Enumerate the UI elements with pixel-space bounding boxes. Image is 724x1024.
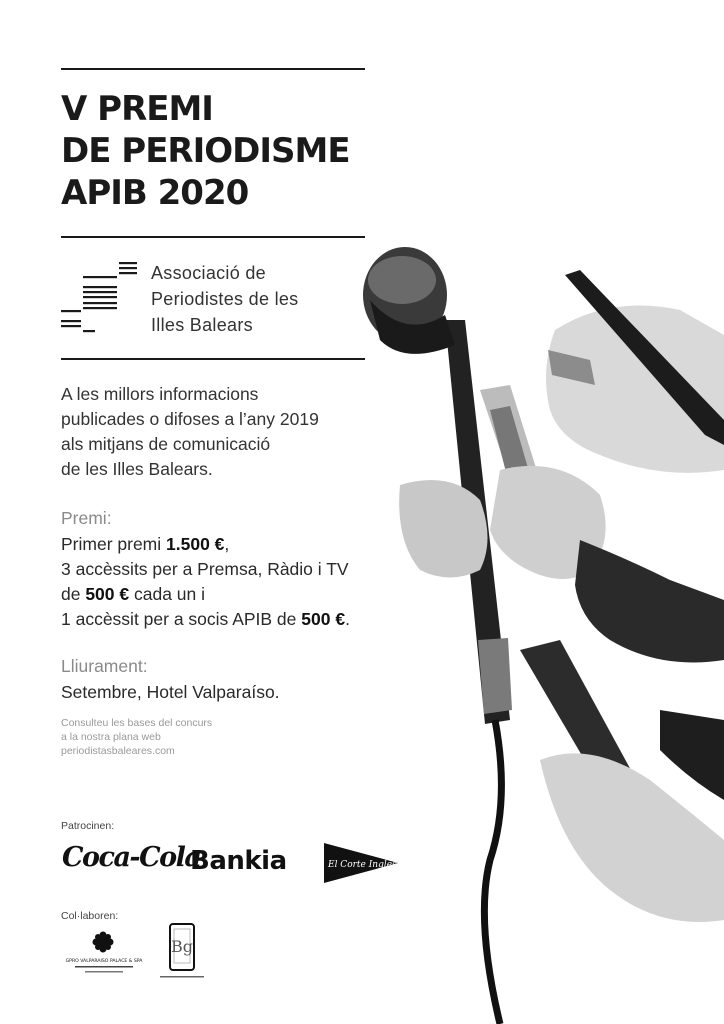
intro-line-4: de les Illes Balears. — [61, 459, 213, 479]
prize-line-2: 3 accèssits per a Premsa, Ràdio i TV — [61, 559, 349, 579]
prize-line-1: Primer premi 1.500 €, — [61, 534, 230, 554]
bg-logo-icon — [152, 922, 212, 984]
microphones-hands-photo — [360, 240, 724, 1024]
top-rule — [61, 68, 365, 70]
org-line-2: Periodistes de les — [151, 289, 299, 309]
note-line-3: periodistasbaleares.com — [61, 745, 175, 757]
intro-line-2: publicades o difoses a l’any 2019 — [61, 409, 319, 429]
delivery-text: Setembre, Hotel Valparaíso. — [61, 682, 280, 702]
intro-line-3: als mitjans de comunicació — [61, 434, 271, 454]
bases-note — [61, 716, 212, 758]
prize-text — [61, 532, 350, 632]
intro-line-1: A les millors informacions — [61, 384, 259, 404]
org-line-1: Associació de — [151, 263, 266, 283]
title-line-3: APIB 2020 — [61, 173, 249, 213]
bankia-logo: Bankia — [190, 846, 287, 876]
page-title — [61, 88, 381, 214]
note-line-2: a la nostra plana web — [61, 731, 161, 743]
svg-text:Bg: Bg — [171, 937, 193, 956]
valparaiso-logo-icon — [61, 930, 147, 980]
collaborators-label: Col·laboren: — [61, 910, 119, 922]
org-rule — [61, 358, 365, 360]
note-line-1: Consulteu les bases del concurs — [61, 717, 213, 729]
org-line-3: Illes Balears — [151, 315, 253, 335]
svg-text:GPRO VALPARAISO PALACE & SPA: GPRO VALPARAISO PALACE & SPA — [65, 959, 143, 964]
cocacola-logo: Coca-Cola — [62, 842, 201, 873]
apib-lines-logo-icon — [61, 262, 141, 336]
prize-label: Premi: — [61, 508, 112, 528]
prize-line-4: 1 accèssit per a socis APIB de 500 €. — [61, 609, 350, 629]
title-line-1: V PREMI — [61, 89, 213, 129]
svg-text:El Corte Inglés: El Corte Inglés — [328, 860, 397, 870]
prize-line-3: de 500 € cada un i — [61, 584, 206, 604]
title-line-2: DE PERIODISME — [61, 131, 350, 171]
sponsors-label: Patrocinen: — [61, 820, 115, 832]
organization-name — [151, 260, 298, 338]
delivery-label: Lliurament: — [61, 656, 148, 676]
title-rule — [61, 236, 365, 238]
intro-text — [61, 382, 319, 482]
